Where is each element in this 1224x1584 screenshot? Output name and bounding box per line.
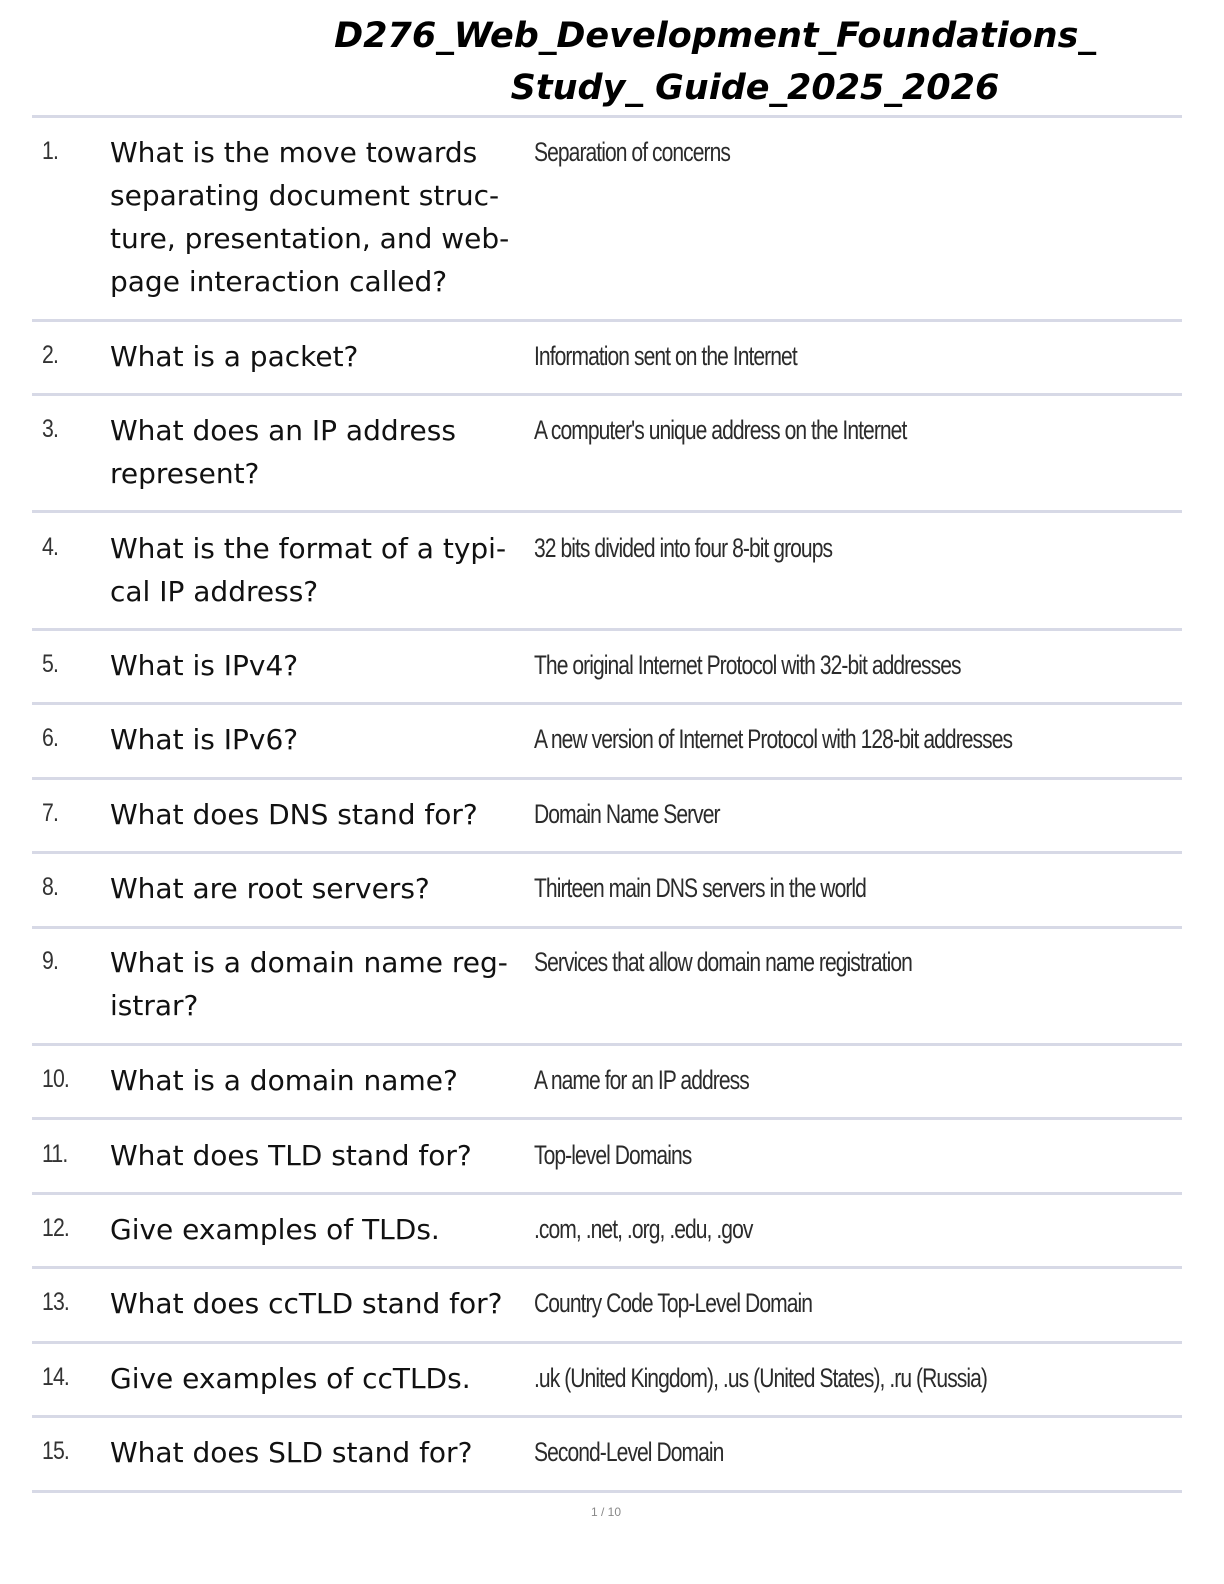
row-divider (32, 393, 1182, 396)
card-question (110, 941, 530, 1027)
card-answer: Top-level Domains (534, 1140, 692, 1170)
card-question-line: Give examples of ccTLDs. (110, 1362, 471, 1395)
card-number: 12. (42, 1214, 70, 1242)
card-question-line: What is a packet? (110, 340, 359, 373)
card-question (110, 644, 530, 687)
card-answer: 32 bits divided into four 8-bit groups (534, 533, 833, 563)
card-number: 1. (42, 137, 59, 165)
row-divider (32, 1043, 1182, 1046)
row-divider (32, 1490, 1182, 1493)
card-number: 4. (42, 533, 59, 561)
row-divider (32, 510, 1182, 513)
row-divider (32, 1117, 1182, 1120)
card-question-line: What does TLD stand for? (110, 1139, 472, 1172)
card-number: 7. (42, 799, 59, 827)
row-divider (32, 851, 1182, 854)
card-number: 8. (42, 873, 59, 901)
card-answer: Information sent on the Internet (534, 341, 797, 371)
title-line-2: Study_ Guide_2025_2026 (510, 68, 1000, 108)
card-question (110, 1059, 530, 1102)
row-divider (32, 1415, 1182, 1418)
card-answer: Thirteen main DNS servers in the world (534, 873, 866, 903)
row-divider (32, 777, 1182, 780)
card-answer: A computer's unique address on the Internet (534, 415, 907, 445)
page-number: 1 / 10 (590, 1505, 622, 1519)
card-question (110, 1431, 530, 1474)
card-question-line: Give examples of TLDs. (110, 1213, 440, 1246)
card-number: 3. (42, 415, 59, 443)
card-question-line: What does DNS stand for? (110, 798, 478, 831)
card-number: 11. (42, 1140, 68, 1168)
card-answer: A name for an IP address (534, 1065, 749, 1095)
row-divider (32, 1192, 1182, 1195)
card-question-line: What does an IP address (110, 414, 456, 447)
row-divider (32, 1341, 1182, 1344)
card-question (110, 335, 530, 378)
card-question-line: represent? (110, 457, 260, 490)
row-divider (32, 702, 1182, 705)
card-answer: Second-Level Domain (534, 1437, 724, 1467)
card-question-line: What is the format of a typi- (110, 532, 507, 565)
card-number: 14. (42, 1363, 70, 1391)
card-question-line: cal IP address? (110, 575, 319, 608)
row-divider (32, 926, 1182, 929)
card-answer: A new version of Internet Protocol with 128-bit addresses (534, 724, 1013, 754)
card-answer: Domain Name Server (534, 799, 720, 829)
card-question (110, 131, 530, 303)
card-answer: Country Code Top-Level Domain (534, 1288, 813, 1318)
card-question-line: What is a domain name? (110, 1064, 458, 1097)
card-number: 5. (42, 650, 59, 678)
card-question (110, 867, 530, 910)
card-question-line: What is IPv6? (110, 723, 299, 756)
card-question-line: What is a domain name reg- (110, 946, 508, 979)
card-answer: Services that allow domain name registration (534, 947, 912, 977)
card-question-line: istrar? (110, 989, 199, 1022)
row-divider (32, 115, 1182, 118)
card-question-line: page interaction called? (110, 265, 448, 298)
card-number: 15. (42, 1437, 70, 1465)
card-number: 2. (42, 341, 59, 369)
title-line-1: D276_Web_Development_Foundations_ (334, 16, 1096, 56)
card-answer: .uk (United Kingdom), .us (United States), .ru (Russia) (534, 1363, 987, 1393)
card-question (110, 793, 530, 836)
card-number: 13. (42, 1288, 70, 1316)
card-question (110, 1134, 530, 1177)
card-answer: Separation of concerns (534, 137, 730, 167)
card-question (110, 527, 530, 613)
card-question-line: ture, presentation, and web- (110, 222, 510, 255)
document-title (300, 10, 1130, 114)
card-question (110, 1282, 530, 1325)
card-question (110, 1357, 530, 1400)
card-number: 10. (42, 1065, 70, 1093)
card-number: 9. (42, 947, 59, 975)
card-question-line: What does SLD stand for? (110, 1436, 473, 1469)
card-question-line: What is the move towards (110, 136, 478, 169)
card-question-line: What are root servers? (110, 872, 430, 905)
card-number: 6. (42, 724, 59, 752)
row-divider (32, 319, 1182, 322)
card-question-line: separating document struc- (110, 179, 500, 212)
card-question (110, 409, 530, 495)
card-answer: .com, .net, .org, .edu, .gov (534, 1214, 753, 1244)
row-divider (32, 1266, 1182, 1269)
card-answer: The original Internet Protocol with 32-bit addresses (534, 650, 961, 680)
card-question-line: What does ccTLD stand for? (110, 1287, 503, 1320)
card-question-line: What is IPv4? (110, 649, 299, 682)
card-question (110, 718, 530, 761)
row-divider (32, 628, 1182, 631)
card-question (110, 1208, 530, 1251)
